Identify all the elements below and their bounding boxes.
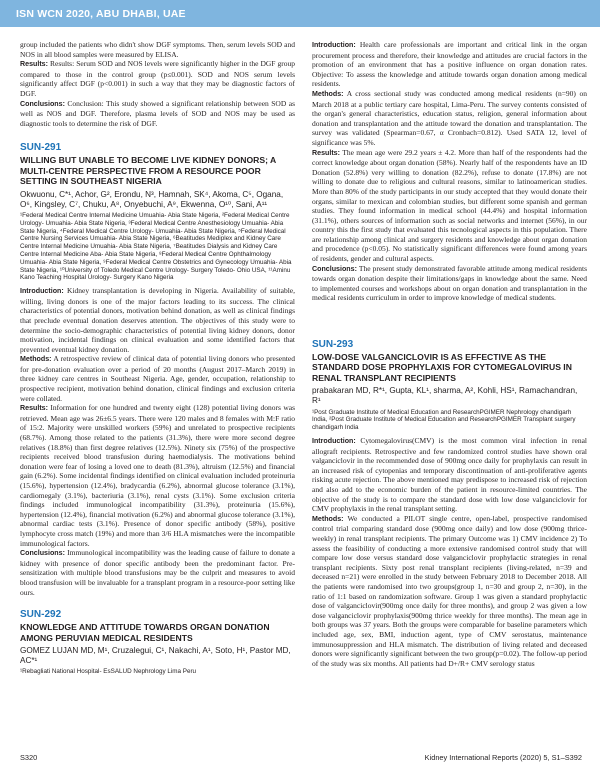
section-lead: Methods: [312, 514, 344, 523]
paragraph [312, 89, 587, 148]
right-column [312, 40, 587, 668]
paragraph [20, 286, 295, 354]
abstract-id: SUN-292 [20, 609, 62, 621]
abstract-authors: Okwuonu, C*¹, Achor, G², Erondu, N³, Hamnah, SK⁴, Akoma, C⁵, Ogana, O⁶, Kingsley, C⁷, Chuku, A⁸, Onyebuchi, A⁹, Ekwenna, O¹⁰, Sani, A¹¹ [20, 189, 284, 209]
section-lead: Introduction: [20, 287, 64, 296]
section-text: Cytomegalovirus(CMV) is the most common viral infection in renal allograft recipients. Retrospective and few randomized control studies have shown oral valganciclovir in the recommended dose of 900mg once daily for prophylaxis can result in an increased risk of cytopenias and temporary discontinuation of anti-proliferative agents risking acute rejection. The above mentioned may predispose to increased risk of rejection and also add to the economic burden of the patient in resource-limited countries. The objective of the study is to compare the standard dose with low dose valganciclovir for CMV prophylaxis in the renal transplant setting. [312, 436, 587, 514]
paragraph [312, 514, 587, 669]
abstract-affiliations: ¹Rebagliati National Hospital- EsSALUD Nephrology Lima Peru [20, 668, 197, 676]
journal-header: ISN WCN 2020, ABU DHABI, UAE [16, 8, 186, 20]
abstract-id: SUN-291 [20, 142, 62, 154]
abstract-authors: prabakaran MD, R*¹, Gupta, KL¹, sharma, A², Kohli, HS¹, Ramachandran, R¹ [312, 386, 578, 406]
paragraph [312, 436, 587, 514]
paragraph [20, 354, 295, 403]
abstract-authors: GOMEZ LUJAN MD, M¹, Cruzalegui, C¹, Nakachi, A¹, Soto, H¹, Pastor MD, AC*¹ [20, 645, 291, 666]
paragraph [20, 548, 295, 597]
section-lead: Introduction: [312, 41, 356, 49]
section-lead: Methods: [312, 89, 344, 98]
left-column [20, 40, 295, 680]
abstract-affiliations: ¹Federal Medical Centre Internal Medicine Umuahia- Abia State Nigeria, ²Federal Medical Centre Urology- Umuahia- Abia State Nigeria, ³Federal Medical Centre Anesthesiology Umuahia- Abia State Nigeria, ⁴Federal Medical Centre Urology- Umuahia- Abia State Nigeria, ⁵Federal Medical Centre Nursing Services Umuahia- Abia State Nigeria, ⁶Beatitudes Mediplex and Kidney Care Centre Internal Medicine Umuahia- Abia State Nigeria, ⁷Beatitudes Dialysis and Kidney Care Centre Internal Medicine Aba- Abia State Nigeria, ⁸Federal Medical Centre Ophthalmology Umuahia- Abia State Nigeria, ⁹Federal Medical Centre Obstetrics and Gynecology Umuahia- Abia State Nigeria, ¹⁰University of Toledo Medical Centre Urology- Surgery Toledo- Ohio USA, ¹¹Aminu Kano Teaching Hospital Urology- Surgery Kano Nigeria [20, 211, 292, 282]
section-lead: Conclusions: [312, 264, 357, 273]
abstract-affiliations: ¹Post Graduate Institute of Medical Education and ResearchPGIMER Nephrology chandigarh India, ²Post Graduate Institute of Medical Education and ResearchPGIMER Transplant surgery chandigarh India [312, 408, 576, 432]
paragraph [312, 264, 587, 303]
paragraph [312, 40, 587, 89]
paragraph [312, 148, 587, 264]
header-band [0, 0, 600, 27]
journal-citation: Kidney International Reports (2020) 5, S1–S392 [424, 753, 582, 762]
section-lead: Conclusions: [20, 549, 65, 558]
section-lead: Results: [20, 60, 48, 69]
section-text: The mean age were 29.2 years ± 4.2. More than half of the respondents had the correct knowledge about organ donation (58%). Nearly half of the respondents have an ID Donation (52.8%) very willing to donation (82.2%), refuse to donate (17.8%) are not willing to donate due to religious and cultural reasons, similar to latinoamerican studies. More than 80% of the study participants in our study accepted that they would donate their organs, similar to mexican and colombian studies, but different some spanish and german studies. They found information in medical school (44.4%) and hospital information (31.1%), others sources of information such as social networks and internet (56%), in our country this the first study that evaluated this tecnological aspects in this population. There are relationship among clinical and surgery residents and knowledge about organ donation and procedence (p<0.05). No statistically significant differences were found among years of residents, gender and cultural aspects. [312, 147, 587, 264]
section-text: Information for one hundred and twenty eight (128) potential living donors was retrieved. Mean age was 26±6.5 years. There were 120 males and 8 females with M:F ratio of 15:2. Majority were unskilled workers (59%) and unrelated to prospective recipients (68.7%). Among those related to the patients (31.3%), there were more second degree relatives (18.8%) than first degree relatives (12.5%). Ninety six (75%) of the prospective recipients received blood transfusion during haemodialysis. The motivations behind donation were fear of losing a loved one to death (81.3%), altruism (12.5%) and financial gain (6.2%). Some incidental findings identified on clinical evaluation included proteinuria (15.6%), hypertension (12.4%), bradycardia (6.2%), abnormal glucose tolerance (3.1%), cardiomegaly (3.1%), bacteriuria (3.1%), renal cysts (3.1%). Some exclusion criteria findings included immunological incompatibility (31.3%), proteinuria (15.6%), hypertension (12.4%), financial motivation (6.2%) and abnormal glucose tolerance (3.1%), abnormal cardiac tests (3.1%). Presence of donor specific antibody (58%), positive lymphocyte cross match (19%) and more than 3/6 HLA mismatches were the incompatible immunological factors. [20, 403, 295, 548]
section-text: A retrospective review of clinical data of potential living donors who presented for pre-donation evaluation over a period of 20 months (August 2017–March 2019) in three kidney care centres in Southeast Nigeria. Age, gender, occupation, relationship to prospective recipient, motivation behind donation, clinical findings and exclusion criteria were collated. [20, 354, 295, 403]
paragraph [20, 59, 295, 98]
abstract-title: LOW-DOSE VALGANCICLOVIR IS AS EFFECTIVE AS THE STANDARD DOSE PROPHYLAXIS FOR CYTOMEGALOVIRUS IN RENAL TRANSPLANT RECIPIENTS [312, 352, 572, 383]
paragraph [20, 403, 295, 548]
section-lead: Introduction: [312, 437, 356, 446]
section-text: The present study demonstrated favorable attitude among medical residents towards organ donation despite their limitations/gaps in knowledge about the same. Need to implemented courses and workshops about on organ donation and transplantation in the medical residents curriculum in order to improve knowledge of medical students. [312, 263, 587, 303]
abstract-title: WILLING BUT UNABLE TO BECOME LIVE KIDNEY DONORS; A MULTI-CENTRE PERSPECTIVE FROM A RESOURCE POOR SETTING IN SOUTHEAST NIGERIA [20, 155, 276, 187]
page-number: S320 [20, 753, 38, 762]
paragraph [20, 99, 295, 129]
section-text: We conducted a PILOT single centre, open-label, prospective randomised control trial comparing standard dose (900mg once daily) and low dose (900mg thrice-weekly) in renal transplant recipients. The primary Outcome was 1) CMV incidence 2) To assess the feasibility of conducting a more extensive randomised control study that will compare low dose versus standard dose valganciclovir prophylactic strategies in renal transplant recipients. Sixty post renal transplant recipients (living-related, n=39 and deceased n=21) were enrolled in the study between February 2018 to December 2018. All the patients were randomised into two groups(group 1, n=30 and group 2, n=30), in the ratio of 1:1 based on randomization software. Group 1 was given a standard prophylactic dose of valganciclovir(900mg once daily for three months), and group 2 was given a low dose valganciclovir prophylaxis(900mg thrice weekly for three months). The mean age in both groups was 37 years. Both the groups were comparable for baseline parameters which included age, sex, BMI, induction agent, type of CMV serostatus, maintenance immunosuppression and HLA mismatch. The distribution of living related and deceased donors were significantly significant between the two group(p=0.02). The follow-up period of the study was six months. All patients had D+/R+ CMV serology status [312, 513, 587, 668]
section-text: Conclusion: This study showed a significant relationship between SOD as well as NOS and DGF. Therefore, plasma levels of SOD and NOS may be used as diagnostic tools to determine the risk of DGF. [20, 98, 295, 128]
section-text: Immunological incompatibility was the leading cause of failure to donate a kidney with presence of donor specific antibody been the predominant factor. Pre-sensitization with multiple blood transfusions may be the culprit and measures to avoid blood transfusion will be invaluable for a transplant program in a resource-poor setting like ours. [20, 548, 295, 597]
section-lead: Results: [312, 148, 340, 157]
section-text: Results: Serum SOD and NOS levels were significantly higher in the DGF group compared to those in the control group (p≤0.001). SOD and NOS serum levels significantly affect DGF (p<0.001) in such a way that they may be diagnostic factors of DGF. [20, 59, 295, 98]
section-lead: Conclusions: [20, 99, 65, 108]
section-text: A cross sectional study was conducted among medical residents (n=90) on March 2018 at a public tertiary care hospital, Lima-Peru. The survey contents consisted of the organ's general characteristics, education status, religion, general information about donation and transplantation and the attitude toward the donation and transplantation. The survey was validated (Spearman=0.67, α Cronbach=0.812). Used SATA 12, level of significance was 5%. [312, 88, 587, 147]
section-text: Kidney transplantation is developing in Nigeria. Availability of suitable, willing, living donors is one of the major factors leading to its success. The clinical characteristics of potential donors, motivation behind donation, as well as clinical findings that preclude eventual donation deserves attention. The objectives of this study were to determine the socio-demographic characteristics of potential living kidney donors, donor motivation, incidental findings on clinical evaluation and some identified factors that prevented eventual kidney donation. [20, 286, 295, 354]
abstract-id: SUN-293 [312, 339, 354, 351]
paragraph: group included the patients who didn't show DGF symptoms. Then, serum levels SOD and NOS in all blood samples were measured by ELISA. [20, 40, 295, 59]
section-lead: Results: [20, 404, 48, 413]
section-lead: Methods: [20, 355, 52, 364]
abstract-title: KNOWLEDGE AND ATTITUDE TOWARDS ORGAN DONATION AMONG PERUVIAN MEDICAL RESIDENTS [20, 622, 270, 643]
section-text: Health care professionals are important and critical link in the organ procurement process and therefore, their knowledge and attitudes are crucial factors in the promotion of an environment that has a positive influence on organ donation rates. Objective: To assess the knowledge and attitude towards organ donation among medical residents. [312, 40, 587, 89]
